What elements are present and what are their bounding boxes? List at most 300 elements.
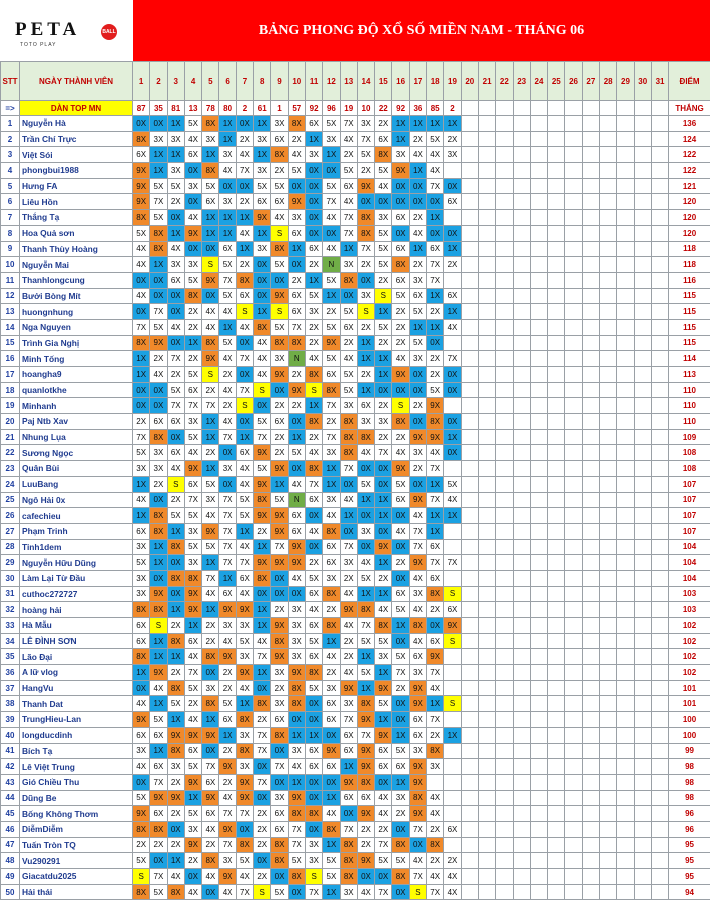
table-row (1, 398, 710, 414)
empty-cell (461, 194, 478, 210)
day-result-cell: 7X (375, 445, 392, 461)
empty-cell (478, 225, 495, 241)
day-result-cell: S (133, 869, 150, 885)
day-result-cell: 8X (167, 884, 184, 900)
day-result-cell: 9X (202, 523, 219, 539)
day-result-cell: 5X (409, 304, 426, 320)
day-result-cell: 5X (236, 633, 253, 649)
day-result-cell: 6X (288, 304, 305, 320)
day-result-cell: 0X (150, 272, 167, 288)
day-result-cell: 5X (236, 853, 253, 869)
top-row-value: 80 (219, 101, 236, 116)
day-result-cell: 0X (305, 508, 322, 524)
empty-cell (634, 101, 651, 116)
row-stt: 16 (1, 351, 20, 367)
empty-cell (617, 618, 634, 634)
empty-cell (461, 116, 478, 132)
day-result-cell: 8X (392, 837, 409, 853)
day-result-cell: 3X (357, 288, 374, 304)
day-result-cell: 0X (254, 759, 271, 775)
table-row (1, 116, 710, 132)
empty-cell (548, 727, 565, 743)
table-row (1, 461, 710, 477)
day-result-cell: 7X (150, 774, 167, 790)
day-result-cell: 7X (409, 821, 426, 837)
day-result-cell: 9X (409, 696, 426, 712)
day-result-cell: 5X (271, 178, 288, 194)
empty-cell (634, 696, 651, 712)
empty-cell (496, 555, 513, 571)
empty-cell (548, 398, 565, 414)
empty-cell (582, 210, 599, 226)
row-stt: 18 (1, 382, 20, 398)
empty-cell (651, 680, 668, 696)
row-stt: 50 (1, 884, 20, 900)
day-result-cell: 9X (167, 727, 184, 743)
empty-cell (548, 163, 565, 179)
day-result-cell: 2X (288, 272, 305, 288)
empty-cell (548, 586, 565, 602)
empty-cell (478, 759, 495, 775)
day-result-cell: S (357, 304, 374, 320)
day-result-cell: 5X (375, 225, 392, 241)
day-result-cell: 0X (392, 382, 409, 398)
day-result-cell: 3X (254, 241, 271, 257)
empty-cell (548, 869, 565, 885)
empty-cell (530, 602, 547, 618)
day-result-cell: 0X (305, 821, 322, 837)
day-result-cell: 4X (305, 523, 322, 539)
empty-cell (461, 225, 478, 241)
row-stt: 49 (1, 869, 20, 885)
empty-cell (600, 178, 617, 194)
day-result-cell: 6X (305, 492, 322, 508)
day-result-cell: 8X (133, 884, 150, 900)
empty-cell (600, 712, 617, 728)
day-result-cell: 2X (340, 633, 357, 649)
top-row-value: 92 (392, 101, 409, 116)
empty-cell (651, 602, 668, 618)
day-result-cell: S (444, 696, 461, 712)
day-result-cell: 3X (271, 351, 288, 367)
empty-cell (461, 555, 478, 571)
row-stt: 30 (1, 570, 20, 586)
day-result-cell: 1X (392, 131, 409, 147)
empty-cell (496, 727, 513, 743)
day-result-cell: 1X (305, 398, 322, 414)
empty-cell (651, 288, 668, 304)
day-result-cell: 0X (392, 821, 409, 837)
header-day: 12 (323, 62, 340, 101)
member-name: phongbui1988 (20, 163, 133, 179)
day-result-cell: 3X (236, 649, 253, 665)
day-result-cell: 2X (184, 853, 201, 869)
empty-cell (496, 633, 513, 649)
day-result-cell: 9X (444, 618, 461, 634)
empty-cell (600, 461, 617, 477)
empty-cell (565, 570, 582, 586)
empty-cell (582, 257, 599, 273)
day-result-cell: 6X (202, 194, 219, 210)
empty-cell (600, 821, 617, 837)
empty-cell (600, 759, 617, 775)
day-result-cell: 1X (323, 288, 340, 304)
empty-cell (582, 414, 599, 430)
day-result-cell: 9X (167, 790, 184, 806)
day-result-cell: 6X (444, 821, 461, 837)
day-result-cell: 0X (409, 414, 426, 430)
day-result-cell: 1X (219, 210, 236, 226)
empty-cell (548, 602, 565, 618)
day-result-cell: 4X (444, 492, 461, 508)
empty-cell (634, 539, 651, 555)
day-result-cell: 9X (219, 869, 236, 885)
day-result-cell: 4X (219, 790, 236, 806)
empty-cell (617, 351, 634, 367)
row-stt: 5 (1, 178, 20, 194)
empty-cell (530, 178, 547, 194)
day-result-cell: 3X (133, 570, 150, 586)
day-result-cell: 4X (409, 633, 426, 649)
empty-cell (444, 837, 461, 853)
day-result-cell: 6X (375, 131, 392, 147)
empty-cell (565, 257, 582, 273)
empty-cell (548, 116, 565, 132)
day-result-cell: 9X (375, 727, 392, 743)
empty-cell (565, 869, 582, 885)
day-result-cell: 0X (219, 445, 236, 461)
day-result-cell: 2X (254, 806, 271, 822)
day-result-cell: 1X (444, 304, 461, 320)
empty-cell (565, 131, 582, 147)
day-result-cell: 0X (236, 178, 253, 194)
empty-cell (478, 539, 495, 555)
day-result-cell: 6X (219, 712, 236, 728)
day-result-cell: 8X (340, 429, 357, 445)
day-result-cell: 0X (427, 618, 444, 634)
day-result-cell: 8X (305, 665, 322, 681)
day-result-cell: 3X (236, 618, 253, 634)
empty-cell (478, 131, 495, 147)
day-result-cell: 6X (271, 414, 288, 430)
day-result-cell: 8X (236, 837, 253, 853)
day-result-cell: 8X (288, 335, 305, 351)
row-stt: 10 (1, 257, 20, 273)
empty-cell (565, 335, 582, 351)
empty-cell (582, 429, 599, 445)
day-result-cell: 4X (427, 680, 444, 696)
empty-cell (651, 163, 668, 179)
day-result-cell: 0X (202, 288, 219, 304)
empty-cell (582, 696, 599, 712)
member-points: 101 (669, 696, 710, 712)
day-result-cell: 7X (340, 210, 357, 226)
empty-cell (651, 696, 668, 712)
day-result-cell: 7X (167, 351, 184, 367)
day-result-cell: 6X (305, 759, 322, 775)
empty-cell (461, 539, 478, 555)
empty-cell (600, 806, 617, 822)
day-result-cell: 3X (184, 178, 201, 194)
day-result-cell: 6X (150, 806, 167, 822)
day-result-cell: 6X (305, 586, 322, 602)
empty-cell (530, 241, 547, 257)
empty-cell (461, 319, 478, 335)
empty-cell (530, 712, 547, 728)
day-result-cell: 0X (219, 476, 236, 492)
empty-cell (461, 288, 478, 304)
empty-cell (634, 633, 651, 649)
empty-cell (582, 476, 599, 492)
day-result-cell: 8X (340, 445, 357, 461)
empty-cell (548, 618, 565, 634)
member-name: Liêu Hồn (20, 194, 133, 210)
day-result-cell: 0X (202, 241, 219, 257)
empty-cell (496, 335, 513, 351)
day-result-cell: 7X (427, 665, 444, 681)
day-result-cell: 9X (375, 539, 392, 555)
member-points: 114 (669, 351, 710, 367)
empty-cell (651, 367, 668, 383)
member-name: Hưng FA (20, 178, 133, 194)
day-result-cell: 1X (133, 351, 150, 367)
member-name: Trần Chí Trực (20, 131, 133, 147)
empty-cell (582, 382, 599, 398)
day-result-cell: 5X (357, 476, 374, 492)
day-result-cell: 0X (133, 774, 150, 790)
empty-cell (582, 884, 599, 900)
day-result-cell: 0X (357, 461, 374, 477)
day-result-cell: 2X (184, 304, 201, 320)
day-result-cell: 7X (202, 398, 219, 414)
row-stt: 36 (1, 665, 20, 681)
day-result-cell: 4X (305, 351, 322, 367)
day-result-cell: 1X (202, 414, 219, 430)
day-result-cell: 3X (167, 257, 184, 273)
empty-cell (600, 225, 617, 241)
empty-cell (634, 712, 651, 728)
member-name: Việt Sói (20, 147, 133, 163)
day-result-cell: 8X (236, 272, 253, 288)
day-result-cell: 1X (167, 225, 184, 241)
day-result-cell: 3X (219, 618, 236, 634)
day-result-cell: 4X (236, 476, 253, 492)
day-result-cell: 1X (219, 570, 236, 586)
day-result-cell: 1X (150, 555, 167, 571)
day-result-cell: 0X (288, 884, 305, 900)
day-result-cell: 9X (427, 649, 444, 665)
member-points: 108 (669, 461, 710, 477)
day-result-cell: 0X (271, 570, 288, 586)
day-result-cell: 9X (219, 821, 236, 837)
empty-cell (651, 225, 668, 241)
day-result-cell: 1X (202, 225, 219, 241)
day-result-cell: 2X (409, 398, 426, 414)
day-result-cell: 1X (357, 351, 374, 367)
day-result-cell: 5X (202, 539, 219, 555)
day-result-cell: 0X (340, 476, 357, 492)
day-result-cell: 5X (375, 853, 392, 869)
day-result-cell: 3X (392, 790, 409, 806)
day-result-cell: 0X (375, 476, 392, 492)
day-result-cell: S (236, 304, 253, 320)
day-result-cell: 8X (236, 712, 253, 728)
member-points: 124 (669, 131, 710, 147)
empty-cell (548, 555, 565, 571)
empty-cell (582, 837, 599, 853)
day-result-cell: 0X (271, 382, 288, 398)
empty-cell (496, 429, 513, 445)
empty-cell (478, 523, 495, 539)
day-result-cell: 9X (271, 461, 288, 477)
table-row (1, 539, 710, 555)
day-result-cell: N (288, 351, 305, 367)
day-result-cell: 2X (202, 633, 219, 649)
day-result-cell: 7X (444, 555, 461, 571)
empty-cell (565, 288, 582, 304)
empty-cell (582, 492, 599, 508)
day-result-cell: 8X (167, 570, 184, 586)
day-result-cell: 1X (184, 618, 201, 634)
empty-cell (496, 539, 513, 555)
day-result-cell: S (202, 367, 219, 383)
member-name: Hà Mẫu (20, 618, 133, 634)
day-result-cell: 7X (427, 712, 444, 728)
day-result-cell: 1X (202, 555, 219, 571)
empty-cell (530, 539, 547, 555)
day-result-cell: 1X (323, 633, 340, 649)
empty-cell (600, 429, 617, 445)
member-name: Bống Không Thơm (20, 806, 133, 822)
day-result-cell: 4X (133, 241, 150, 257)
day-result-cell: 1X (236, 241, 253, 257)
empty-cell (444, 790, 461, 806)
day-result-cell: 6X (288, 508, 305, 524)
empty-cell (617, 633, 634, 649)
day-result-cell: 4X (236, 680, 253, 696)
day-result-cell: 0X (254, 288, 271, 304)
empty-cell (634, 727, 651, 743)
day-result-cell: 3X (392, 147, 409, 163)
empty-cell (651, 131, 668, 147)
day-result-cell: 3X (305, 304, 322, 320)
empty-cell (582, 602, 599, 618)
day-result-cell: 9X (150, 586, 167, 602)
day-result-cell: 9X (340, 680, 357, 696)
day-result-cell: 6X (236, 570, 253, 586)
empty-cell (461, 101, 478, 116)
day-result-cell: 1X (444, 116, 461, 132)
day-result-cell: 5X (202, 178, 219, 194)
day-result-cell: 4X (254, 351, 271, 367)
member-name: Lê Việt Trung (20, 759, 133, 775)
day-result-cell: 4X (409, 508, 426, 524)
day-result-cell: 6X (340, 790, 357, 806)
empty-cell (582, 727, 599, 743)
day-result-cell: 4X (375, 602, 392, 618)
day-result-cell: 7X (305, 476, 322, 492)
day-result-cell: 4X (340, 194, 357, 210)
empty-cell (600, 257, 617, 273)
empty-cell (634, 555, 651, 571)
day-result-cell: 5X (427, 382, 444, 398)
empty-cell (600, 790, 617, 806)
day-result-cell: 6X (184, 743, 201, 759)
day-result-cell: 5X (288, 163, 305, 179)
empty-cell (582, 759, 599, 775)
empty-cell (513, 272, 530, 288)
empty-cell (548, 806, 565, 822)
empty-cell (478, 398, 495, 414)
day-result-cell: 2X (150, 837, 167, 853)
day-result-cell: 4X (444, 319, 461, 335)
empty-cell (530, 398, 547, 414)
empty-cell (496, 476, 513, 492)
table-row (1, 853, 710, 869)
day-result-cell: 1X (375, 508, 392, 524)
table-row (1, 414, 710, 430)
day-result-cell: 4X (133, 759, 150, 775)
day-result-cell: 5X (184, 272, 201, 288)
empty-cell (565, 759, 582, 775)
day-result-cell: 3X (444, 147, 461, 163)
member-name: Giacatdu2025 (20, 869, 133, 885)
day-result-cell: S (236, 398, 253, 414)
empty-cell (461, 712, 478, 728)
day-result-cell: 2X (323, 602, 340, 618)
day-result-cell: 6X (202, 806, 219, 822)
day-result-cell: 6X (409, 649, 426, 665)
day-result-cell: 8X (392, 414, 409, 430)
day-result-cell: 8X (392, 257, 409, 273)
empty-cell (513, 555, 530, 571)
table-row (1, 649, 710, 665)
member-name: Nguyễn Hà (20, 116, 133, 132)
member-name: Nga Nguyen (20, 319, 133, 335)
empty-cell (461, 257, 478, 273)
day-result-cell: 2X (184, 319, 201, 335)
header-day: 31 (651, 62, 668, 101)
day-result-cell: 0X (133, 272, 150, 288)
day-result-cell: 2X (305, 335, 322, 351)
empty-cell (478, 712, 495, 728)
day-result-cell: 6X (184, 147, 201, 163)
day-result-cell: 6X (167, 445, 184, 461)
day-result-cell: 8X (254, 319, 271, 335)
day-result-cell: 2X (409, 461, 426, 477)
empty-cell (461, 790, 478, 806)
day-result-cell: 8X (150, 821, 167, 837)
empty-cell (565, 445, 582, 461)
header-day: 10 (288, 62, 305, 101)
day-result-cell: 7X (236, 884, 253, 900)
empty-cell (634, 445, 651, 461)
day-result-cell: 5X (167, 508, 184, 524)
day-result-cell: 5X (184, 367, 201, 383)
empty-cell (496, 414, 513, 430)
day-result-cell: 1X (254, 304, 271, 320)
table-row (1, 884, 710, 900)
day-result-cell: 8X (271, 633, 288, 649)
row-stt: 40 (1, 727, 20, 743)
empty-cell (548, 147, 565, 163)
day-result-cell: 6X (340, 727, 357, 743)
empty-cell (634, 869, 651, 885)
day-result-cell: 7X (357, 727, 374, 743)
day-result-cell: 3X (409, 272, 426, 288)
header-day: 27 (582, 62, 599, 101)
day-result-cell: 5X (357, 570, 374, 586)
